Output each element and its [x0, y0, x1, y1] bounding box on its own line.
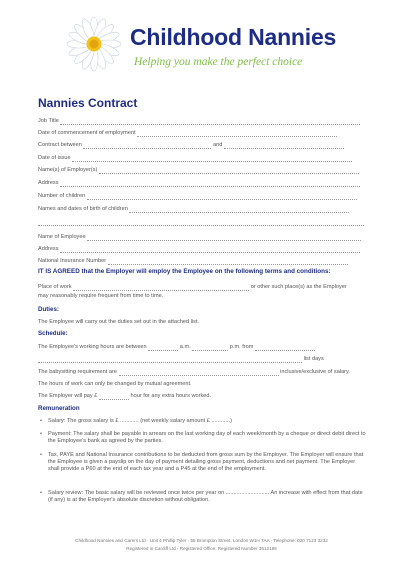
ni-number-label: National Insurance Number — [38, 258, 107, 264]
working-hours-label: The Employee's working hours are between — [38, 344, 147, 350]
agreement-heading: IT IS AGREED that the Employer will employ the Employee on the following terms and conditions: — [38, 268, 331, 275]
list-days-label: list days — [303, 356, 324, 362]
place-of-work-fill — [73, 284, 249, 291]
hours-changed-line — [38, 380, 366, 388]
am-label: a.m. — [179, 344, 191, 350]
babysitting-label: The babysitting requirement are — [38, 369, 117, 375]
hours-from-fill — [255, 344, 315, 351]
extra-pay-fill — [99, 393, 129, 400]
place-of-work-line — [38, 283, 366, 291]
employee-name-line — [38, 233, 366, 241]
document-title: Nannies Contract — [38, 96, 138, 110]
commencement-line — [38, 129, 366, 137]
place-other-label: or other such place(s) as the Employer — [250, 284, 347, 290]
num-children-line — [38, 192, 366, 200]
ni-number-fill — [108, 258, 348, 265]
place-cont-line — [38, 292, 366, 300]
tax-text: Tax, PAYE and National Insurance contributions to be deducted from gross sum by the Employer. The Employer will ensure that the Employee is given a payslip on the day of payment detailing gross payment, deductions and net payment. The Employer shall provide a P60 at the end of each tax year and a P45 at the end of the employment. — [48, 452, 364, 472]
children-names-fill — [129, 206, 349, 213]
duties-line — [38, 318, 366, 326]
date-of-issue-line — [38, 154, 366, 162]
footer-address: Childhood Nannies and Carers Ltd · Unit 4 Phillip Tyler · 55 Brompton Street, London W1H 7AA · Telephone: 020 7123 3232 — [75, 538, 328, 543]
employee-name-fill — [87, 234, 361, 241]
num-children-fill — [87, 193, 357, 200]
contract-party-2-fill — [224, 142, 344, 149]
duties-text: The Employee will carry out the duties set out in the attached list. — [38, 319, 200, 325]
and-label: and — [212, 142, 223, 148]
babysitting-line — [38, 368, 366, 376]
brand-tagline: Helping you make the perfect choice — [134, 56, 303, 68]
employer-address-fill — [60, 180, 360, 187]
children-names-label: Names and dates of birth of children — [38, 206, 128, 212]
contract-between-line — [38, 141, 366, 149]
list-days-fill — [38, 356, 302, 363]
footer-registration: Registered in Cardiff Ltd · Registered Office: Registered Number 3512189 — [126, 546, 277, 551]
commencement-fill — [137, 130, 337, 137]
remuneration-heading: Remuneration — [38, 405, 80, 412]
place-cont-label: may reasonably require frequent from time to time. — [38, 293, 164, 299]
job-title-label: Job Title — [38, 118, 59, 124]
employers-name-fill — [99, 167, 359, 174]
extra-pay-label: The Employer will pay £ — [38, 393, 98, 399]
contract-party-1-fill — [83, 142, 211, 149]
brand-name: Childhood Nannies — [130, 24, 337, 50]
employers-name-label: Name(s) of Employer(s) — [38, 167, 98, 173]
extra-pay-end-label: hour for any extra hours worked. — [130, 393, 212, 399]
employer-address-label: Address — [38, 180, 59, 186]
salary-review-text: Salary review: The basic salary will be reviewed once twice per year on ............................ An increase with effect from that date (if any) is at the Employer's absolute discretion without obligation. — [48, 490, 363, 503]
contract-between-label: Contract between — [38, 142, 82, 148]
num-children-label: Number of children — [38, 193, 86, 199]
date-of-issue-fill — [72, 155, 352, 162]
employee-name-label: Name of Employee — [38, 234, 86, 240]
extra-pay-line — [38, 392, 366, 400]
children-names-extra-fill — [38, 219, 364, 226]
payment-text: Payment: The salary shall be payable in arrears on the last working day of each week/month by a cheque or direct debit direct to the Employee's bank as agreed by the parties. — [48, 431, 366, 444]
babysitting-end-label: inclusive/exclusive of salary. — [280, 369, 350, 375]
babysitting-fill — [119, 369, 279, 376]
list-days-line — [38, 355, 366, 363]
pm-from-label: p.m. from — [229, 344, 254, 350]
employee-address-line — [38, 245, 366, 253]
employee-address-fill — [60, 246, 360, 253]
job-title-fill — [60, 118, 360, 125]
hours-changed-text: The hours of work can only be changed by mutual agreement. — [38, 381, 192, 387]
children-names-extra-line — [38, 218, 366, 226]
place-of-work-label: Place of work — [38, 284, 72, 290]
daisy-logo-icon — [66, 16, 122, 72]
hours-start-fill — [148, 344, 178, 351]
salary-text: Salary: The gross salary is £ ............ (net weekly salary amount £ ............) — [48, 418, 232, 424]
job-title-line — [38, 117, 366, 125]
date-of-issue-label: Date of issue — [38, 155, 71, 161]
employer-address-line — [38, 179, 366, 187]
children-names-line — [38, 205, 366, 213]
schedule-heading: Schedule: — [38, 330, 68, 337]
ni-number-line — [38, 257, 366, 265]
duties-heading: Duties: — [38, 306, 59, 313]
working-hours-line — [38, 343, 366, 351]
employers-name-line — [38, 166, 366, 174]
hours-end-fill — [192, 344, 228, 351]
employee-address-label: Address — [38, 246, 59, 252]
commencement-label: Date of commencement of employment — [38, 130, 136, 136]
